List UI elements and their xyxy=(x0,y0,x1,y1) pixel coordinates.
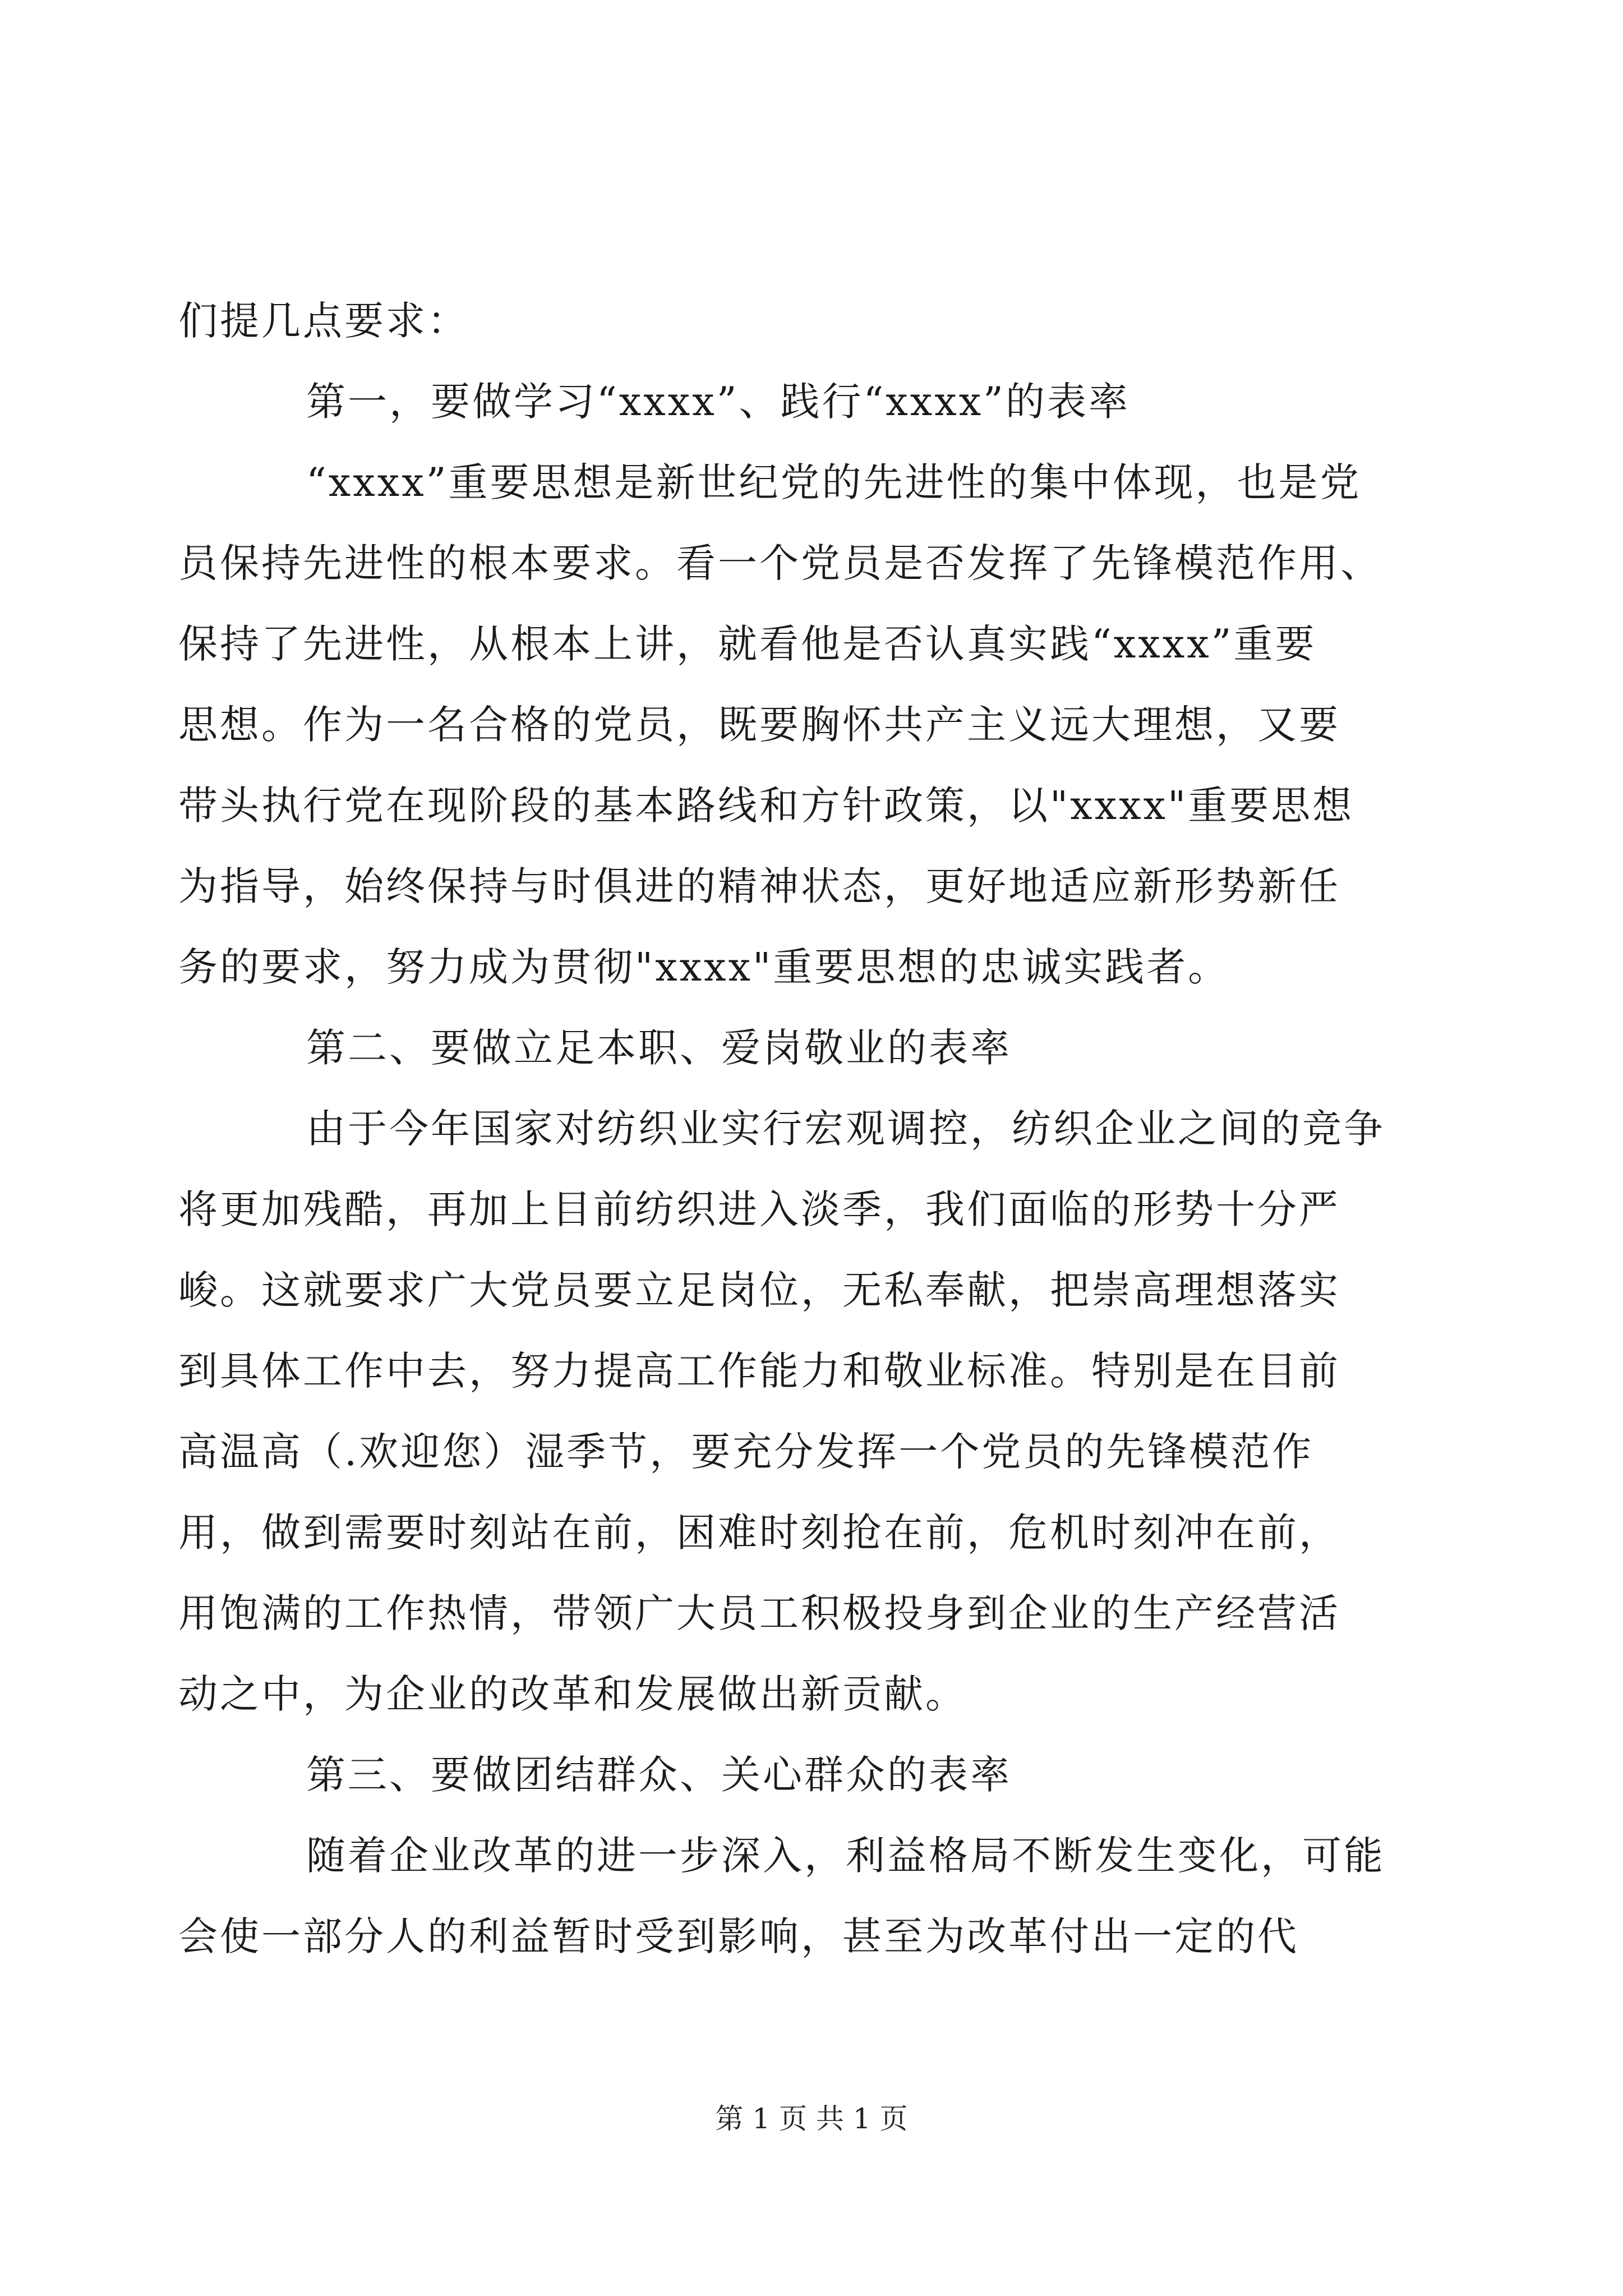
page-footer xyxy=(0,2099,1623,2138)
text-line: 将更加残酷，再加上目前纺织进入淡季，我们面临的形势十分严 xyxy=(178,1186,1340,1232)
text-line: 高温高（.欢迎您）湿季节，要充分发挥一个党员的先锋模范作 xyxy=(178,1429,1314,1475)
page-number-label: 第 1 页 共 1 页 xyxy=(715,2102,908,2135)
text-line: 峻。这就要求广大党员要立足岗位，无私奉献，把崇高理想落实 xyxy=(178,1267,1340,1313)
text-line: 随着企业改革的进一步深入，利益格局不断发生变化，可能 xyxy=(306,1833,1385,1879)
section-heading-1: 第一，要做学习“xxxx”、践行“xxxx”的表率 xyxy=(306,379,1130,425)
document-body xyxy=(178,280,1429,1977)
text-line: 为指导，始终保持与时俱进的精神状态，更好地适应新形势新任 xyxy=(178,863,1340,909)
text-line: 用饱满的工作热情，带领广大员工积极投身到企业的生产经营活 xyxy=(178,1590,1340,1636)
text-line: 会使一部分人的利益暂时受到影响，甚至为改革付出一定的代 xyxy=(178,1913,1299,1959)
text-line: 务的要求，努力成为贯彻"xxxx"重要思想的忠诚实践者。 xyxy=(178,944,1230,990)
text-line: 带头执行党在现阶段的基本路线和方针政策，以"xxxx"重要思想 xyxy=(178,783,1354,829)
section-heading-2: 第二、要做立足本职、爱岗敬业的表率 xyxy=(306,1025,1012,1071)
text-line: 用，做到需要时刻站在前，困难时刻抢在前，危机时刻冲在前， xyxy=(178,1510,1340,1556)
text-line: 动之中，为企业的改革和发展做出新贡献。 xyxy=(178,1671,967,1717)
text-line: 到具体工作中去，努力提高工作能力和敬业标准。特别是在目前 xyxy=(178,1348,1340,1394)
section-heading-3: 第三、要做团结群众、关心群众的表率 xyxy=(306,1752,1012,1798)
text-line: 们提几点要求： xyxy=(178,298,469,344)
text-line: “xxxx”重要思想是新世纪党的先进性的集中体现，也是党 xyxy=(306,459,1362,505)
text-line: 员保持先进性的根本要求。看一个党员是否发挥了先锋模范作用、 xyxy=(178,540,1382,586)
text-line: 思想。作为一名合格的党员，既要胸怀共产主义远大理想，又要 xyxy=(178,702,1340,748)
text-line: 保持了先进性，从根本上讲，就看他是否认真实践“xxxx”重要 xyxy=(178,621,1317,667)
text-line: 由于今年国家对纺织业实行宏观调控，纺织企业之间的竞争 xyxy=(306,1106,1385,1152)
